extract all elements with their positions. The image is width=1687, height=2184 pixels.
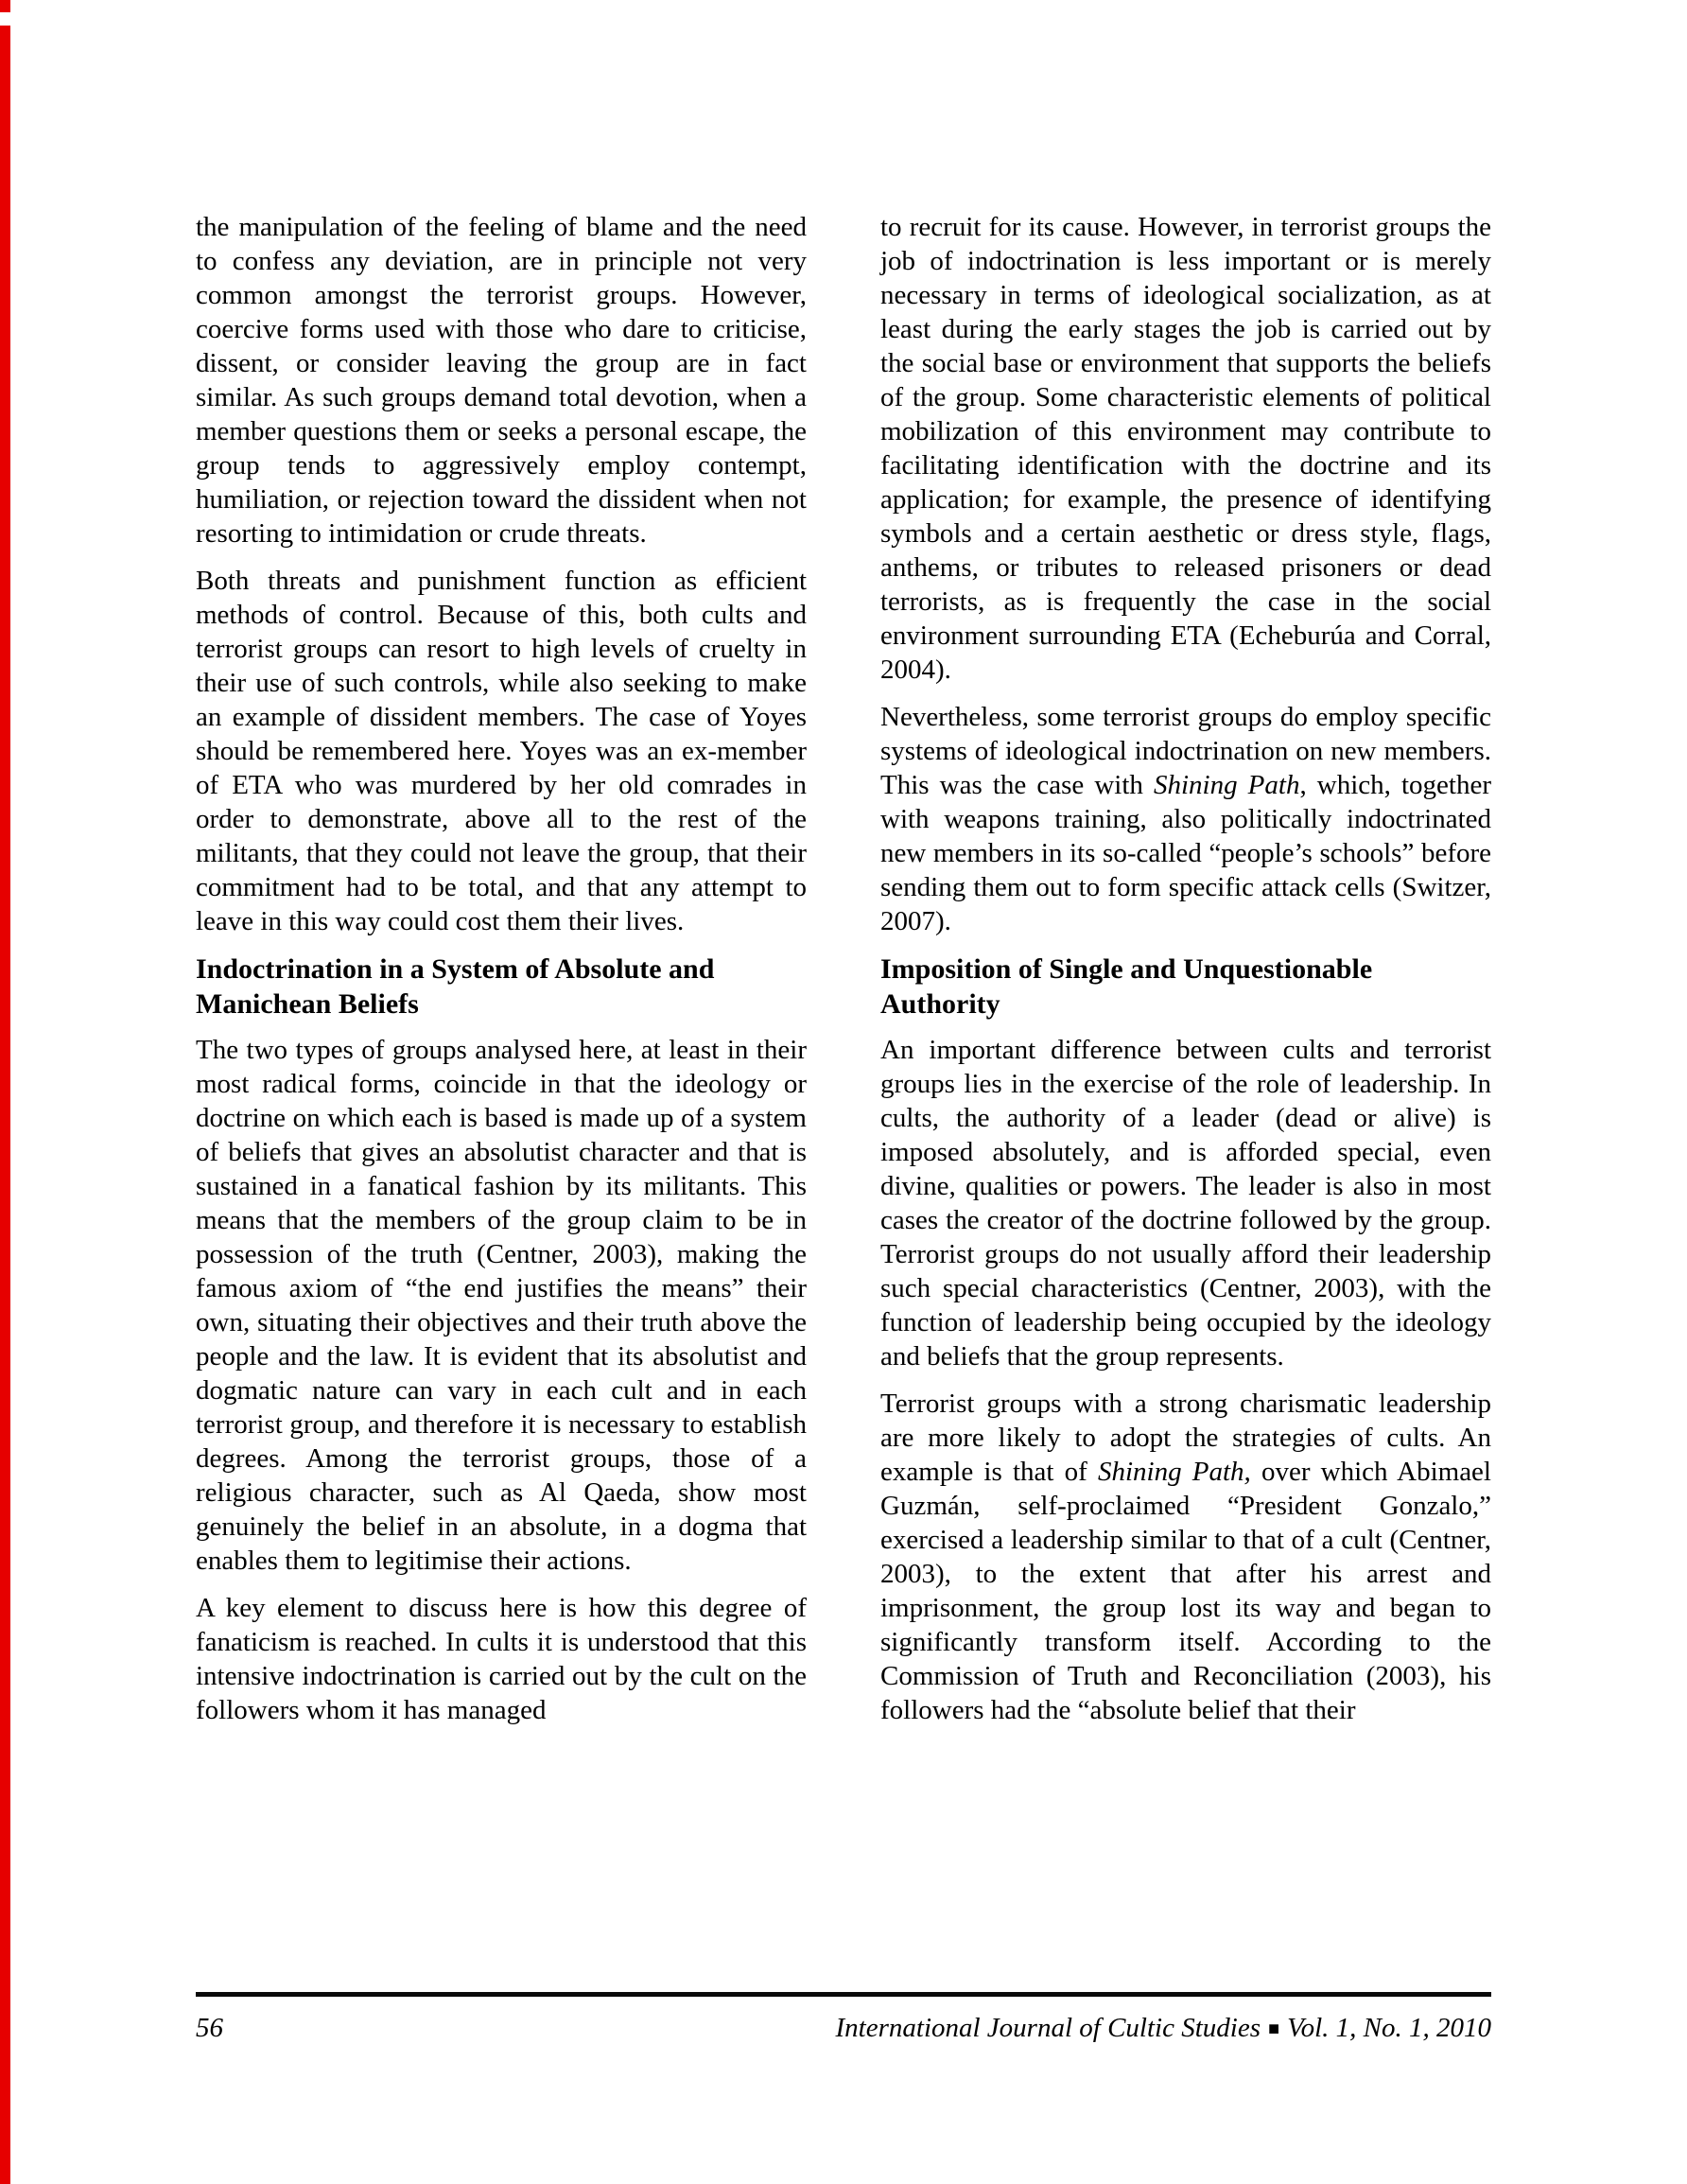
paragraph	[196, 564, 807, 938]
italic-text-run: Shining Path,	[1097, 1457, 1251, 1487]
paragraph	[880, 1387, 1491, 1727]
text-run: Imposition of Single and Unquestionable Authority	[880, 953, 1373, 1020]
text-run: Nevertheless, some terrorist groups do employ specific systems of ideological indoctrination on new members. This was the case with	[880, 702, 1491, 800]
page-footer	[196, 2013, 1491, 2044]
text-run: Terrorist groups with a strong charismatic leadership are more likely to adopt the strategies of cults. An example is that of	[880, 1389, 1491, 1487]
text-run: A key element to discuss here is how this degree of fanaticism is reached. In cults it is understood that this intensive indoctrination is carried out by the cult on the followers whom it has managed	[196, 1593, 807, 1725]
text-run: over which Abimael Guzmán, self-proclaimed “President Gonzalo,” exercised a leadership similar to that of a cult (Centner, 2003), to the extent that after his arrest and imprisonment, the group lost its way and began to significantly transform itself. According to the Commission of Truth and Reconciliation (2003), his followers had the “absolute belief that their	[880, 1457, 1491, 1725]
journal-title: International Journal of Cultic Studies	[835, 2013, 1261, 2043]
red-margin-strip-gap	[0, 12, 10, 26]
text-column-left	[196, 210, 807, 1740]
paragraph	[196, 1591, 807, 1727]
text-run: The two types of groups analysed here, at least in their most radical forms, coincide in that the ideology or doctrine on which each is based is made up of a system of beliefs that gives an absolutist character and that is sustained in a fanatical fashion by its militants. This means that the members of the group claim to be in possession of the truth (Centner, 2003), making the famous axiom of “the end justifies the means” their own, situating their objectives and their truth above the people and the law. It is evident that its absolutist and dogmatic nature can vary in each cult and in each terrorist group, and therefore it is necessary to establish degrees. Among the terrorist groups, those of a religious character, such as Al Qaeda, show most genuinely the belief in an absolute, in a dogma that enables them to legitimise their actions.	[196, 1035, 807, 1576]
text-run: An important difference between cults and terrorist groups lies in the exercise of the role of leadership. In cults, the authority of a leader (dead or alive) is imposed absolutely, and is afforded special, even divine, qualities or powers. The leader is also in most cases the creator of the doctrine followed by the group. Terrorist groups do not usually afford their leadership such special characteristics (Centner, 2003), with the function of leadership being occupied by the ideology and beliefs that the group represents.	[880, 1035, 1491, 1372]
text-run: to recruit for its cause. However, in terrorist groups the job of indoctrination is less important or is merely necessary in terms of ideological socialization, as at least during the early stages the job is carried out by the social base or environment that supports the beliefs of the group. Some characteristic elements of political mobilization of this environment may contribute to facilitating identification with the doctrine and its application; for example, the presence of identifying symbols and a certain aesthetic or dress style, flags, anthems, or tributes to released prisoners or dead terrorists, as is frequently the case in the social environment surrounding ETA (Echeburúa and Corral, 2004).	[880, 212, 1491, 685]
journal-footer-line	[836, 2013, 1491, 2044]
paragraph	[880, 210, 1491, 687]
italic-text-run: Shining Path	[1153, 770, 1300, 800]
section-heading	[196, 952, 807, 1022]
issue-info: Vol. 1, No. 1, 2010	[1287, 2013, 1491, 2043]
section-heading	[880, 952, 1491, 1022]
text-column-right	[880, 210, 1491, 1740]
text-run: the manipulation of the feeling of blame and the need to confess any deviation, are in principle not very common amongst the terrorist groups. However, coercive forms used with those who dare to criticise, dissent, or consider leaving the group are in fact similar. As such groups demand total devotion, when a member questions them or seeks a personal escape, the group tends to aggressively employ contempt, humiliation, or rejection toward the dissident when not resorting to intimidation or crude threats.	[196, 212, 807, 549]
paragraph	[880, 1033, 1491, 1373]
text-run: Both threats and punishment function as efficient methods of control. Because of this, both cults and terrorist groups can resort to high levels of cruelty in their use of such controls, while also seeking to make an example of dissident members. The case of Yoyes should be remembered here. Yoyes was an ex-member of ETA who was murdered by her old comrades in order to demonstrate, above all to the rest of the militants, that they could not leave the group, that their commitment had to be total, and that any attempt to leave in this way could cost them their lives.	[196, 566, 807, 936]
paragraph	[880, 700, 1491, 938]
paragraph	[196, 1033, 807, 1578]
page-number: 56	[196, 2013, 223, 2043]
square-bullet-icon: ■	[1268, 2018, 1280, 2039]
paragraph	[196, 210, 807, 550]
red-margin-strip	[0, 0, 10, 2184]
text-run: , which, together with weapons training, also politically indoctrinated new members in its so-called “people’s schools” before sending them out to form specific attack cells (Switzer, 2007).	[880, 770, 1492, 936]
page-body	[196, 210, 1491, 1740]
footer-rule	[196, 1992, 1491, 1997]
text-run: Indoctrination in a System of Absolute and Manichean Beliefs	[196, 953, 715, 1020]
